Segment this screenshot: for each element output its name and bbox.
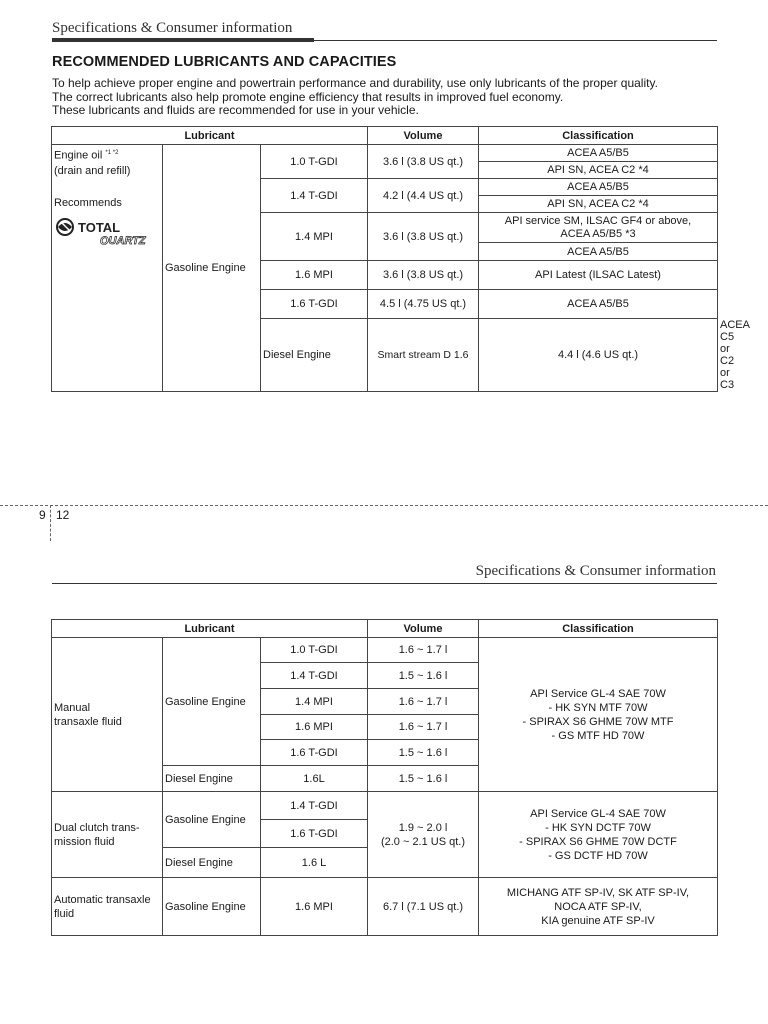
engine-cell: 1.6 T-GDI	[261, 740, 368, 766]
table-row	[52, 792, 718, 820]
classification-cell	[479, 878, 718, 936]
volume-cell: 4.4 l (4.6 US qt.)	[479, 319, 718, 392]
drain-refill-label: (drain and refill)	[54, 164, 131, 177]
section-title: RECOMMENDED LUBRICANTS AND CAPACITIES	[52, 54, 397, 70]
volume-cell: 1.5 ~ 1.6 l	[368, 663, 479, 689]
transmission-fluid-table	[51, 619, 718, 936]
col-header-volume: Volume	[368, 620, 479, 638]
engine-cell: 1.6 MPI	[261, 715, 368, 740]
diesel-engine-cell: Diesel Engine	[163, 766, 261, 792]
volume-cell: 3.6 l (3.8 US qt.)	[368, 261, 479, 290]
engine-cell: 1.0 T-GDI	[261, 145, 368, 179]
table-row	[52, 638, 718, 663]
volume-cell: 1.6 ~ 1.7 l	[368, 715, 479, 740]
gasoline-engine-cell: Gasoline Engine	[163, 638, 261, 766]
classification-line: API Service GL-4 SAE 70W	[530, 807, 666, 820]
table-header-row	[52, 620, 718, 638]
page-divider-vertical	[50, 505, 51, 541]
automatic-transaxle-cell	[52, 878, 163, 936]
dct-label: mission fluid	[54, 835, 115, 848]
volume-line: 1.9 ~ 2.0 l	[398, 821, 448, 834]
volume-cell	[368, 792, 479, 878]
classification-cell: ACEA A5/B5	[479, 290, 718, 319]
classification-cell: ACEA A5/B5	[479, 179, 718, 196]
classification-cell: API SN, ACEA C2 *4	[479, 196, 718, 213]
gasoline-engine-cell: Gasoline Engine	[163, 145, 261, 392]
volume-cell: 6.7 l (7.1 US qt.)	[368, 878, 479, 936]
engine-cell: 1.6 T-GDI	[261, 290, 368, 319]
page-number: 12	[56, 508, 70, 522]
classification-cell: API SN, ACEA C2 *4	[479, 162, 718, 179]
engine-cell: 1.6 MPI	[261, 878, 368, 936]
atf-label: fluid	[54, 907, 75, 920]
classification-cell: ACEA A5/B5	[479, 145, 718, 162]
volume-line: (2.0 ~ 2.1 US qt.)	[380, 835, 466, 848]
classification-line: - GS MTF HD 70W	[551, 729, 645, 742]
classification-cell	[479, 638, 718, 792]
page-header: Specifications & Consumer information	[52, 20, 293, 36]
volume-cell: 4.2 l (4.4 US qt.)	[368, 179, 479, 213]
manual-transaxle-cell	[52, 638, 163, 792]
table-header-row	[52, 127, 718, 145]
intro-paragraph	[52, 77, 732, 118]
classification-cell: API Latest (ILSAC Latest)	[479, 261, 718, 290]
col-header-volume: Volume	[368, 127, 479, 145]
dct-label: Dual clutch trans-	[54, 821, 140, 834]
engine-oil-cell	[52, 145, 163, 392]
classification-line: ACEA A5/B5 *3	[560, 227, 636, 240]
col-header-classification: Classification	[479, 620, 718, 638]
engine-cell: 1.6L	[261, 766, 368, 792]
classification-line: - SPIRAX S6 GHME 70W DCTF	[519, 835, 677, 848]
col-header-lubricant: Lubricant	[52, 620, 368, 638]
chapter-number: 9	[39, 508, 46, 522]
logo-total-text: TOTAL	[78, 219, 121, 235]
manual-label: Manual	[54, 701, 91, 714]
engine-cell: 1.4 MPI	[261, 689, 368, 715]
engine-cell: 1.4 T-GDI	[261, 179, 368, 213]
col-header-lubricant: Lubricant	[52, 127, 368, 145]
volume-cell: 4.5 l (4.75 US qt.)	[368, 290, 479, 319]
classification-line: NOCA ATF SP-IV,	[554, 900, 642, 913]
engine-cell: 1.6 L	[261, 848, 368, 878]
classification-line: API service SM, ILSAC GF4 or above,	[504, 214, 692, 227]
diesel-engine-cell: Diesel Engine	[163, 848, 261, 878]
table-row: Diesel Engine Smart stream D 1.6 4.4 l (4.6 US qt.) ACEA C5 or C2 or C3	[52, 319, 718, 392]
classification-line: - HK SYN DCTF 70W	[545, 821, 651, 834]
engine-cell: Smart stream D 1.6	[368, 319, 479, 392]
classification-line: - GS DCTF HD 70W	[548, 849, 648, 862]
header-rule	[52, 583, 717, 584]
classification-cell	[479, 792, 718, 878]
engine-cell: 1.4 MPI	[261, 213, 368, 261]
volume-cell: 3.6 l (3.8 US qt.)	[368, 213, 479, 261]
engine-cell: 1.4 T-GDI	[261, 792, 368, 820]
classification-line: - SPIRAX S6 GHME 70W MTF	[522, 715, 674, 728]
intro-line: These lubricants and fluids are recommended for use in your vehicle.	[52, 103, 419, 117]
classification-line: MICHANG ATF SP-IV, SK ATF SP-IV,	[506, 886, 690, 899]
page-divider	[0, 505, 768, 506]
engine-cell: 1.0 T-GDI	[261, 638, 368, 663]
col-header-classification: Classification	[479, 127, 718, 145]
intro-line: The correct lubricants also help promote engine efficiency that results in improved fuel economy.	[52, 89, 564, 104]
manual-label: transaxle fluid	[54, 715, 122, 728]
diesel-engine-cell: Diesel Engine	[261, 319, 368, 392]
header-rule	[52, 40, 717, 41]
page-header: Specifications & Consumer information	[475, 563, 716, 579]
table-row	[52, 145, 718, 162]
engine-cell: 1.6 T-GDI	[261, 820, 368, 848]
volume-cell: 1.5 ~ 1.6 l	[368, 740, 479, 766]
classification-cell: ACEA A5/B5	[479, 243, 718, 261]
intro-line: To help achieve proper engine and powertrain performance and durability, use only lubricants of the proper quality.	[52, 76, 658, 90]
classification-line: - HK SYN MTF 70W	[548, 701, 648, 714]
gasoline-engine-cell: Gasoline Engine	[163, 878, 261, 936]
volume-cell: 1.5 ~ 1.6 l	[368, 766, 479, 792]
volume-cell: 1.6 ~ 1.7 l	[368, 638, 479, 663]
engine-cell: 1.6 MPI	[261, 261, 368, 290]
volume-cell: 3.6 l (3.8 US qt.)	[368, 145, 479, 179]
volume-cell: 1.6 ~ 1.7 l	[368, 689, 479, 715]
engine-cell: 1.4 T-GDI	[261, 663, 368, 689]
gasoline-engine-cell: Gasoline Engine	[163, 792, 261, 848]
engine-oil-table	[51, 126, 750, 392]
recommends-label: Recommends	[54, 196, 122, 209]
classification-line: API Service GL-4 SAE 70W	[530, 687, 666, 700]
classification-cell	[479, 213, 718, 243]
total-quartz-logo	[54, 217, 154, 245]
footnote-marker: *1 *2	[105, 150, 119, 156]
atf-label: Automatic transaxle	[54, 893, 151, 906]
table-row	[52, 878, 718, 936]
classification-line: KIA genuine ATF SP-IV	[541, 914, 655, 927]
dual-clutch-cell	[52, 792, 163, 878]
logo-quartz-text: QUARTZ	[100, 234, 146, 245]
engine-oil-label: Engine oil	[54, 149, 103, 162]
